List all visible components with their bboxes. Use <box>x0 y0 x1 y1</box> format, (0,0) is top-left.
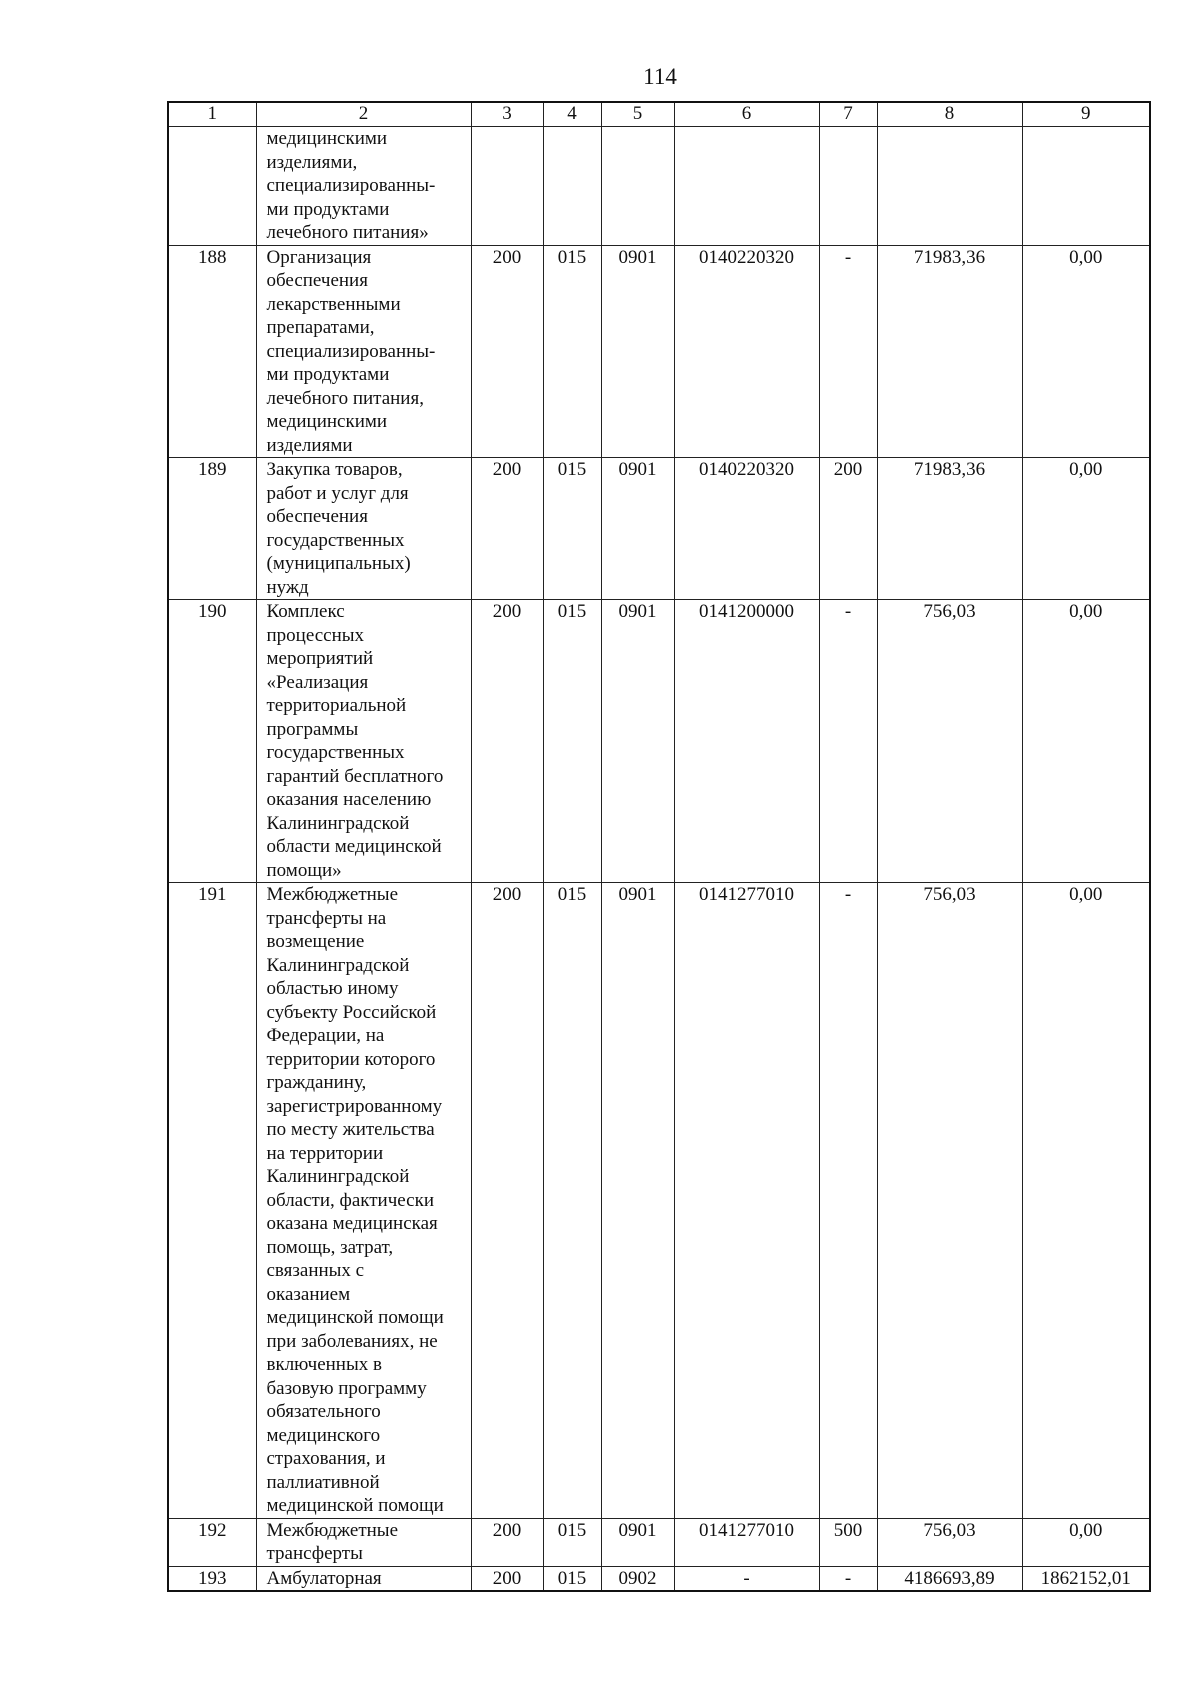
row-col-3: 200 <box>471 600 543 883</box>
header-col-2: 2 <box>256 102 471 127</box>
budget-table <box>167 101 1151 1592</box>
row-number <box>168 127 256 246</box>
row-col-4: 015 <box>543 245 601 458</box>
row-col-9 <box>1022 127 1150 246</box>
table-row <box>168 127 1150 246</box>
header-col-4: 4 <box>543 102 601 127</box>
row-col-7: - <box>819 245 877 458</box>
row-col-3: 200 <box>471 458 543 600</box>
row-col-9: 0,00 <box>1022 245 1150 458</box>
row-name: Межбюджетные трансферты <box>256 1518 471 1566</box>
table-row <box>168 245 1150 458</box>
header-col-3: 3 <box>471 102 543 127</box>
table-header-row <box>168 102 1150 127</box>
row-col-5: 0901 <box>601 245 674 458</box>
row-name: Комплекс процессных мероприятий «Реализация территориальной программы государственных гарантий бесплатного оказания населению Калининградской области медицинской помощи» <box>256 600 471 883</box>
header-col-7: 7 <box>819 102 877 127</box>
row-col-7: - <box>819 883 877 1519</box>
row-col-7: - <box>819 1566 877 1591</box>
header-col-8: 8 <box>877 102 1022 127</box>
table-row <box>168 458 1150 600</box>
row-name: Закупка товаров, работ и услуг для обеспечения государственных (муниципальных) нужд <box>256 458 471 600</box>
row-col-7: - <box>819 600 877 883</box>
row-col-4: 015 <box>543 1518 601 1566</box>
row-name: Организация обеспечения лекарственными препаратами, специализированны- ми продуктами лечебного питания, медицинскими изделиями <box>256 245 471 458</box>
row-col-6 <box>674 127 819 246</box>
row-col-3: 200 <box>471 1566 543 1591</box>
row-col-4: 015 <box>543 883 601 1519</box>
header-col-1: 1 <box>168 102 256 127</box>
row-col-8: 756,03 <box>877 883 1022 1519</box>
page-number: 114 <box>643 64 677 89</box>
row-col-5: 0901 <box>601 883 674 1519</box>
row-col-8 <box>877 127 1022 246</box>
row-name: Межбюджетные трансферты на возмещение Калининградской областью иному субъекту Российской Федерации, на территории которого гражданину, зарегистрированному по месту жительства на территории Калининградской области, фактически оказана медицинская помощь, затрат, связанных с оказанием медицинской помощи при заболеваниях, не включенных в базовую программу обязательного медицинского страхования, и паллиативной медицинской помощи <box>256 883 471 1519</box>
table-row <box>168 1518 1150 1566</box>
row-number: 189 <box>168 458 256 600</box>
row-col-9: 0,00 <box>1022 458 1150 600</box>
row-col-5: 0901 <box>601 1518 674 1566</box>
row-col-6: 0141200000 <box>674 600 819 883</box>
table-row <box>168 883 1150 1519</box>
row-col-6: 0141277010 <box>674 883 819 1519</box>
header-col-9: 9 <box>1022 102 1150 127</box>
row-number: 190 <box>168 600 256 883</box>
row-number: 191 <box>168 883 256 1519</box>
row-col-9: 0,00 <box>1022 883 1150 1519</box>
row-name: Амбулаторная <box>256 1566 471 1591</box>
row-col-7: 500 <box>819 1518 877 1566</box>
row-col-7 <box>819 127 877 246</box>
row-col-6: - <box>674 1566 819 1591</box>
row-col-4: 015 <box>543 1566 601 1591</box>
table-row <box>168 1566 1150 1591</box>
row-col-3: 200 <box>471 1518 543 1566</box>
row-col-6: 0140220320 <box>674 245 819 458</box>
row-col-4: 015 <box>543 600 601 883</box>
row-col-9: 0,00 <box>1022 1518 1150 1566</box>
row-col-3: 200 <box>471 883 543 1519</box>
row-number: 188 <box>168 245 256 458</box>
row-col-5: 0901 <box>601 600 674 883</box>
row-col-5: 0901 <box>601 458 674 600</box>
header-col-5: 5 <box>601 102 674 127</box>
row-col-8: 756,03 <box>877 600 1022 883</box>
row-col-9: 1862152,01 <box>1022 1566 1150 1591</box>
row-col-5: 0902 <box>601 1566 674 1591</box>
row-col-5 <box>601 127 674 246</box>
row-col-6: 0141277010 <box>674 1518 819 1566</box>
row-col-3: 200 <box>471 245 543 458</box>
row-col-7: 200 <box>819 458 877 600</box>
table-row <box>168 600 1150 883</box>
row-col-8: 4186693,89 <box>877 1566 1022 1591</box>
row-col-8: 71983,36 <box>877 458 1022 600</box>
row-col-4 <box>543 127 601 246</box>
row-number: 193 <box>168 1566 256 1591</box>
row-col-3 <box>471 127 543 246</box>
row-col-9: 0,00 <box>1022 600 1150 883</box>
row-name: медицинскими изделиями, специализированны- ми продуктами лечебного питания» <box>256 127 471 246</box>
row-col-8: 71983,36 <box>877 245 1022 458</box>
row-col-6: 0140220320 <box>674 458 819 600</box>
header-col-6: 6 <box>674 102 819 127</box>
row-number: 192 <box>168 1518 256 1566</box>
row-col-4: 015 <box>543 458 601 600</box>
row-col-8: 756,03 <box>877 1518 1022 1566</box>
